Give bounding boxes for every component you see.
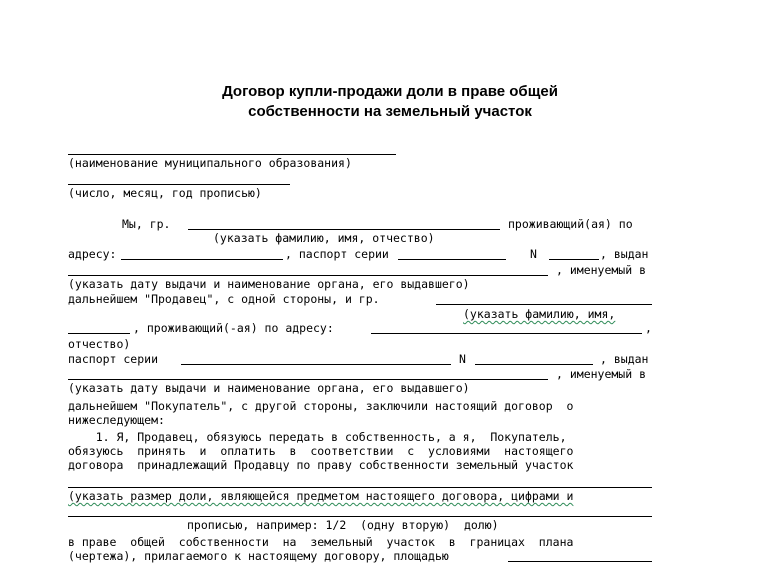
- buyer-issued-by-blank[interactable]: [68, 379, 548, 380]
- common-ownership-line-1: в праве общей собственности на земельный участок в границах плана: [68, 535, 574, 549]
- residing-label-1: проживающий(ая) по: [508, 217, 633, 231]
- we-citizen-label: Мы, гр.: [122, 217, 171, 231]
- share-caption-2: прописью, например: 1/2 (одну вторую) долю): [187, 518, 499, 532]
- share-caption: (указать размер доли, являющейся предметом настоящего договора, цифрами и: [68, 489, 574, 503]
- passport-series-label-1: , паспорт серии: [285, 247, 389, 261]
- fio-caption-2: (указать фамилию, имя,: [463, 307, 616, 321]
- issued-label-2: , выдан: [600, 352, 649, 366]
- buyer-name-blank[interactable]: [436, 304, 652, 305]
- named-label-1: , именуемый в: [556, 263, 647, 277]
- issued-label-1: , выдан: [600, 247, 649, 261]
- title-line-1: Договор купли-продажи доли в праве общей: [222, 83, 558, 100]
- buyer-passport-number-blank[interactable]: [475, 364, 593, 365]
- passport-series-label-2: паспорт серии: [68, 352, 159, 366]
- as-follows: нижеследующем:: [68, 413, 165, 427]
- issue-caption-1: (указать дату выдачи и наименование органа, его выдавшего): [68, 277, 470, 291]
- buyer-passport-series-blank[interactable]: [181, 364, 451, 365]
- number-sign-1: N: [530, 247, 537, 261]
- seller-name-blank[interactable]: [188, 229, 500, 230]
- buyer-address-blank[interactable]: [371, 333, 642, 334]
- share-size-blank-2[interactable]: [68, 516, 652, 517]
- clause-1-line-2: обязуюсь принять и оплатить в соответствии с условиями настоящего: [68, 444, 574, 458]
- seller-clause: дальнейшем "Продавец", с одной стороны, и гр.: [68, 292, 380, 306]
- buyer-name-continuation-blank[interactable]: [68, 333, 130, 334]
- number-sign-2: N: [459, 352, 466, 366]
- common-ownership-line-2: (чертежа), прилагаемого к настоящему договору, площадью: [68, 549, 449, 563]
- date-caption: (число, месяц, год прописью): [68, 186, 262, 200]
- clause-1-line-1: 1. Я, Продавец, обязуюсь передать в собственность, а я, Покупатель,: [68, 430, 567, 444]
- named-label-2: , именуемый в: [556, 367, 647, 381]
- issue-caption-2: (указать дату выдачи и наименование органа, его выдавшего): [68, 381, 470, 395]
- address-label-1: адресу:: [68, 247, 117, 261]
- residing-label-2: , проживающий(-ая) по адресу:: [133, 321, 334, 335]
- seller-passport-number-blank[interactable]: [549, 259, 599, 260]
- municipality-blank[interactable]: [68, 154, 396, 155]
- patronymic-caption: отчество): [68, 337, 131, 351]
- seller-issued-by-blank[interactable]: [68, 275, 548, 276]
- seller-address-blank[interactable]: [121, 259, 283, 260]
- comma-1: ,: [645, 321, 652, 335]
- title-line-2: собственности на земельный участок: [248, 103, 532, 120]
- buyer-clause: дальнейшем "Покупатель", с другой стороны, заключили настоящий договор о: [68, 399, 574, 413]
- municipality-caption: (наименование муниципального образования): [68, 156, 352, 170]
- seller-passport-series-blank[interactable]: [398, 259, 506, 260]
- date-blank[interactable]: [68, 184, 290, 185]
- fio-caption-1: (указать фамилию, имя, отчество): [213, 231, 435, 245]
- area-blank[interactable]: [508, 561, 652, 562]
- share-size-blank[interactable]: [68, 487, 652, 488]
- clause-1-line-3: договора принадлежащий Продавцу по праву собственности земельный участок: [68, 458, 574, 472]
- document-title: [190, 82, 590, 122]
